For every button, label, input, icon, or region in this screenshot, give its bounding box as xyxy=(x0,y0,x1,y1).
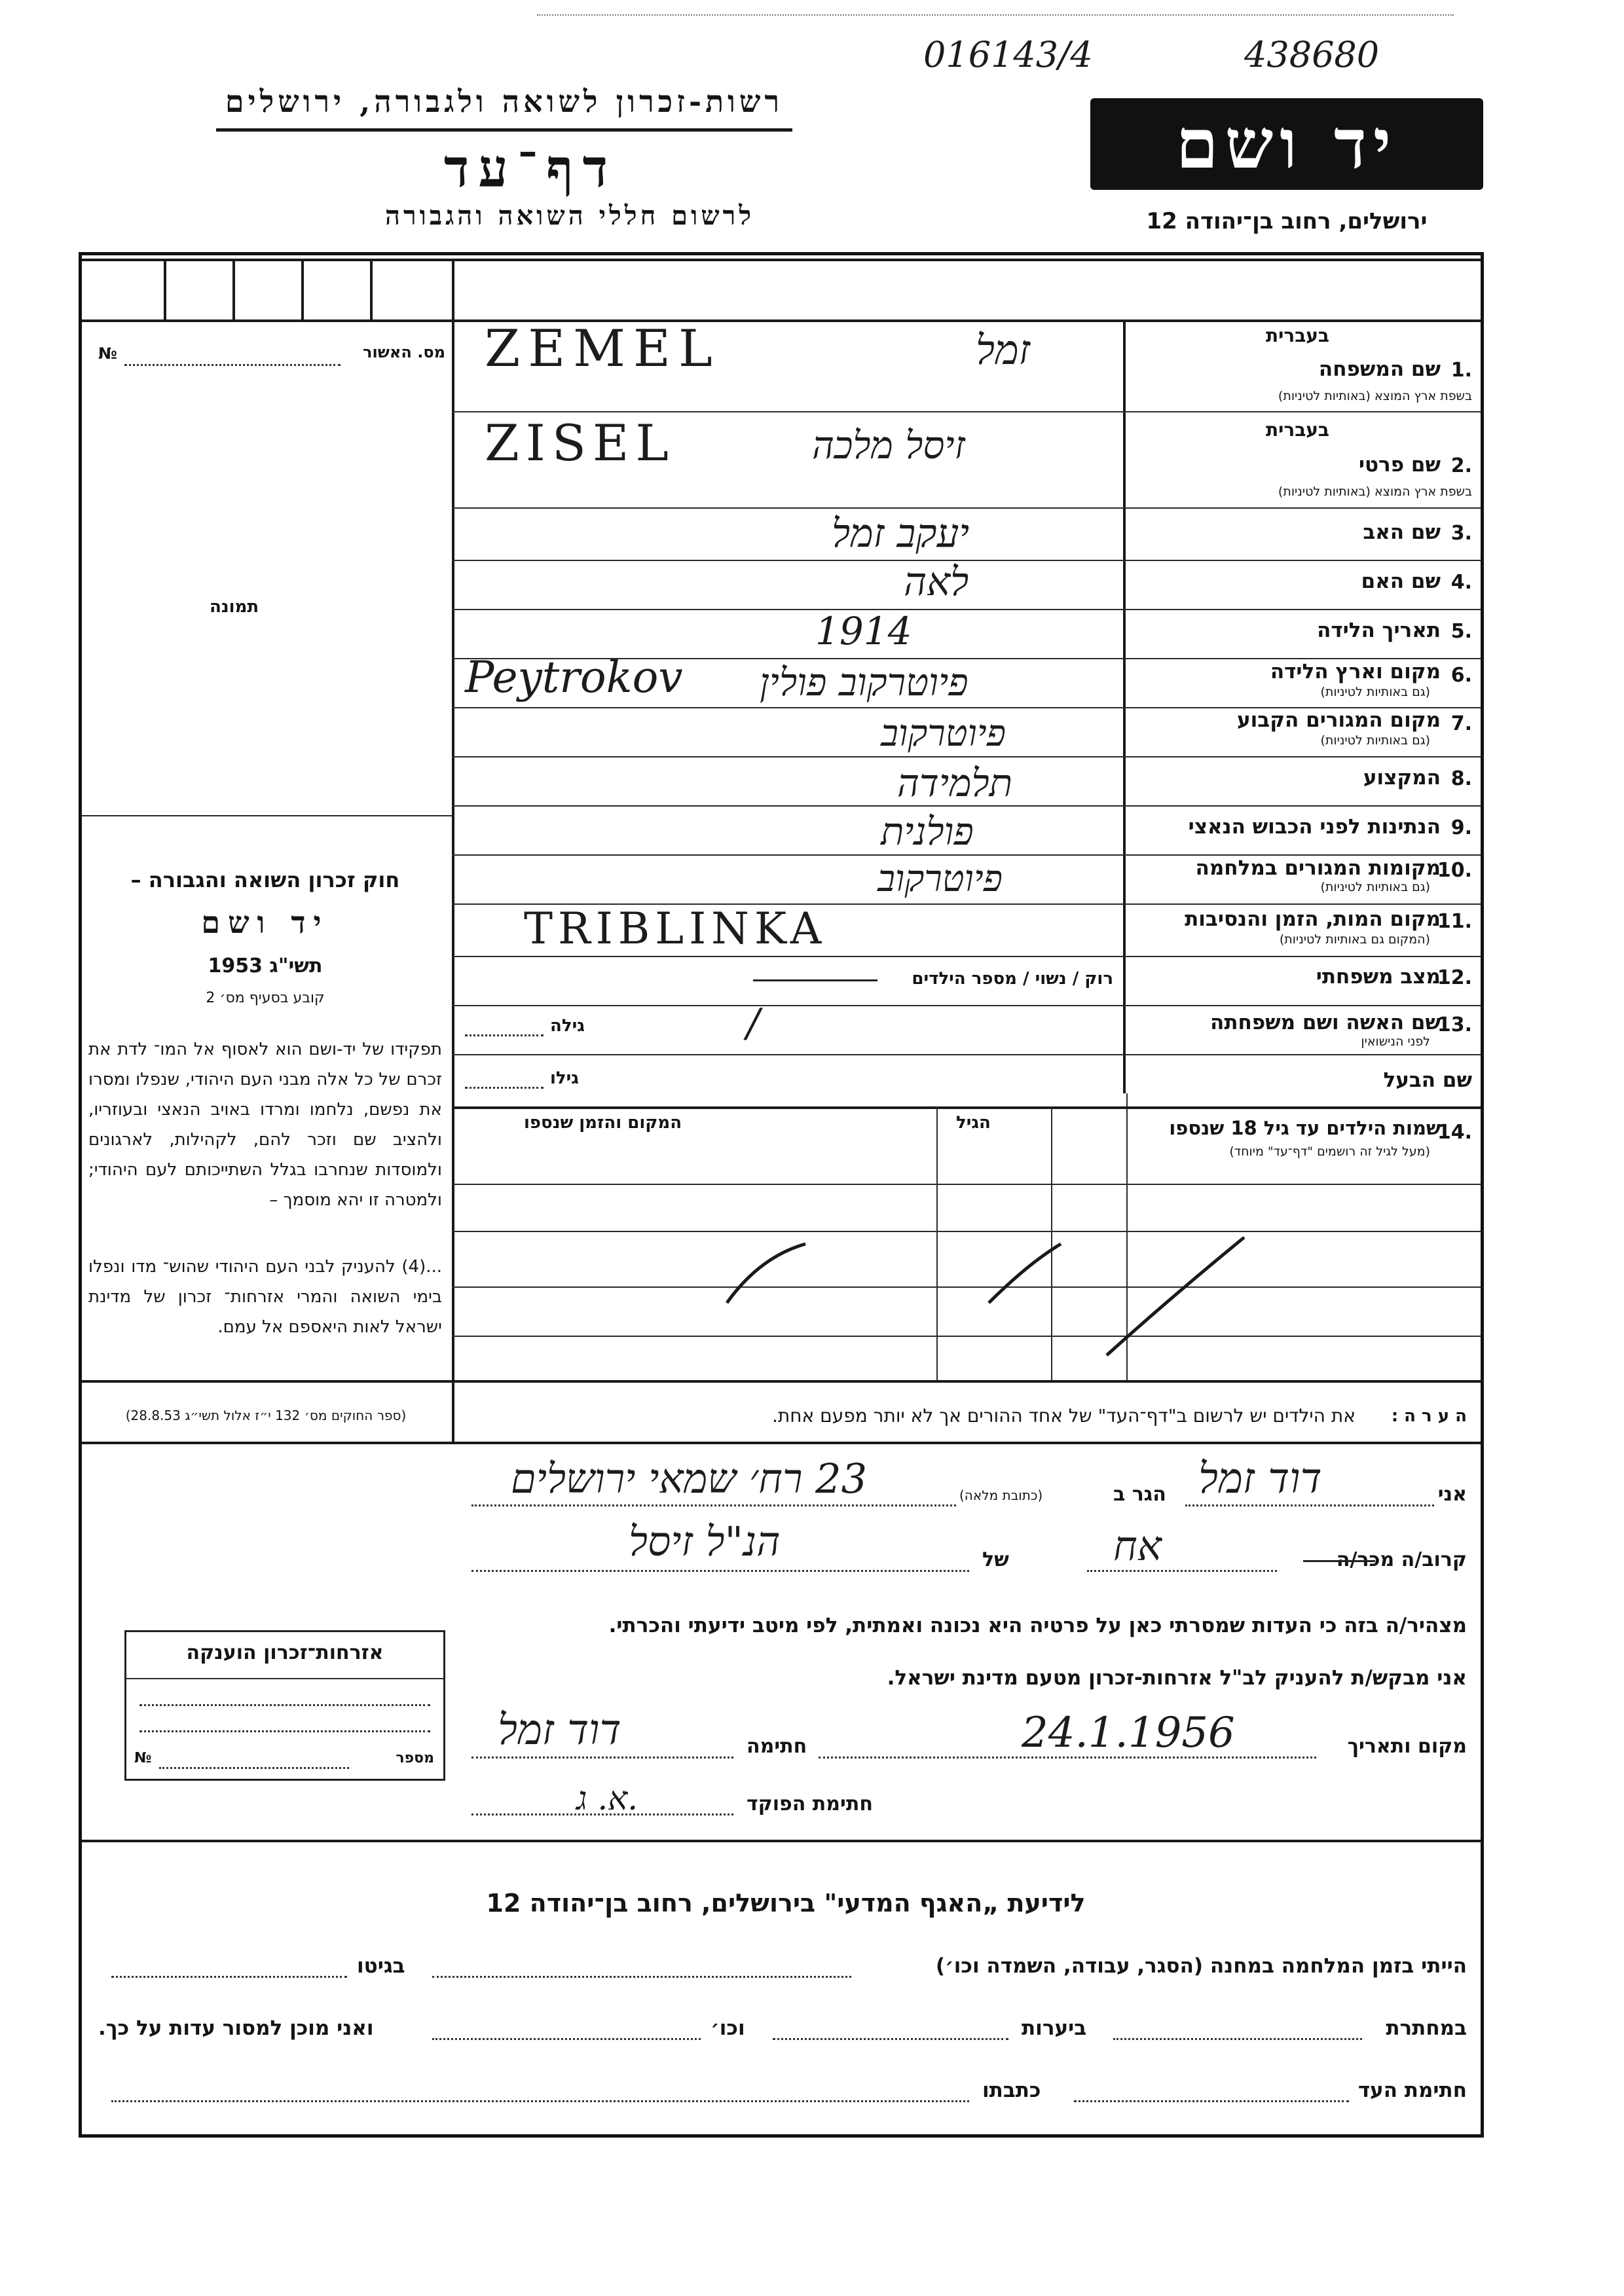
row14-col-age: הגיל xyxy=(956,1113,991,1133)
row-rule xyxy=(452,805,1481,807)
decl-i-value[interactable]: דוד זמל xyxy=(1198,1455,1322,1503)
decl-relative-label: קרוב/ה מכר/ה xyxy=(1336,1548,1467,1571)
row13-wife-age-label: גילה xyxy=(550,1016,585,1036)
row-rule-13 xyxy=(452,1106,1481,1109)
citizenship-no-line[interactable] xyxy=(159,1767,349,1769)
bottom-etc-label: וכו׳ xyxy=(710,2016,745,2040)
top-cell-div xyxy=(164,261,166,321)
row-rule xyxy=(452,1054,1481,1055)
row14-col-place: המקום והזמן שנספו xyxy=(524,1113,682,1133)
logo-text: יד ושם xyxy=(1175,103,1398,184)
top-cell-div xyxy=(370,261,373,321)
row1-note: בשפת ארץ המוצא (באותיות לטיניות) xyxy=(1278,389,1472,403)
decl-address-value[interactable]: 23 רח׳ שמאי ירושלים xyxy=(511,1455,868,1503)
row6-birthplace-hebrew[interactable]: פיוטרקוב פולין xyxy=(760,660,969,704)
archive-record-number: 438680 xyxy=(1244,34,1380,75)
approval-row xyxy=(92,340,445,373)
decl-inspector-value[interactable]: א. ג. xyxy=(576,1779,638,1817)
authority-name: רשות-זכרון לשואה ולגבורה, ירושלים xyxy=(225,84,784,119)
row5-label: תאריך הלידה xyxy=(1317,619,1441,642)
approval-label: מס. האשור xyxy=(363,343,445,361)
row1-surname-hebrew[interactable]: זמל xyxy=(976,326,1031,374)
yad-vashem-logo xyxy=(1090,98,1483,190)
law-year: תשי"ג 1953 xyxy=(208,955,323,977)
row14-number: 14. xyxy=(1437,1121,1472,1144)
decl-signature-line xyxy=(471,1757,733,1758)
row2-given-name-latin[interactable]: ZISEL xyxy=(485,414,675,472)
decl-address-note: (כתובת מלאה) xyxy=(959,1487,1043,1503)
row6-note: (גם באותיות לטיניות) xyxy=(1320,685,1430,699)
row12-number: 12. xyxy=(1437,966,1472,989)
row8-number: 8. xyxy=(1450,767,1472,790)
form-title: דף־עד xyxy=(443,137,618,199)
row14-cancel-strokes xyxy=(452,1185,1481,1381)
bottom-underground-line[interactable] xyxy=(1113,2038,1362,2040)
citizenship-no-sign: № xyxy=(134,1750,152,1766)
row13-label: שם האשה ושם משפחתה xyxy=(1210,1011,1441,1034)
row7-permanent-residence[interactable]: פיוטרקוב xyxy=(881,712,1006,755)
row14-note: (מעל לגיל זה רושמים "דף־עד" מיוחד) xyxy=(1229,1144,1430,1159)
row3-number: 3. xyxy=(1450,522,1472,545)
row4-number: 4. xyxy=(1450,571,1472,594)
remark-divider xyxy=(452,1380,454,1442)
law-name: יד ושם xyxy=(201,905,329,940)
row10-note: (גם באותיות לטיניות) xyxy=(1320,880,1430,894)
row1-label: שם המשפחה xyxy=(1318,357,1441,381)
law-title: חוק זכרון השואה והגבורה – xyxy=(130,867,400,892)
top-cell-div xyxy=(232,261,235,321)
bottom-address-line[interactable] xyxy=(111,2100,969,2102)
top-cells-bottom xyxy=(82,319,452,322)
decl-i-line xyxy=(1185,1504,1434,1506)
decl-place-date-value[interactable]: 24.1.1956 xyxy=(1022,1709,1235,1757)
citizenship-box-title-rule xyxy=(126,1678,443,1679)
row1-surname-latin[interactable]: ZEMEL xyxy=(485,319,720,378)
decl-of-label: של xyxy=(982,1548,1009,1571)
law-text-citizenship: ...(4) להעניק לבני העם היהודי שהוש־ מדו ונפלו בימי השואה והמרי אזרחות־ זכרון של מדינת ישראל לאות היאספם אל עמם. xyxy=(88,1257,442,1337)
decl-place-date-label: מקום ותאריך xyxy=(1347,1735,1467,1758)
row11-note: (המקום גם באותיות לטיניות) xyxy=(1279,932,1430,947)
row-rule xyxy=(452,956,1481,957)
row13-number: 13. xyxy=(1437,1013,1472,1036)
bottom-forests-label: ביערות xyxy=(1022,2016,1087,2040)
row9-number: 9. xyxy=(1450,816,1472,839)
row11-death-place[interactable]: TRIBLINKA xyxy=(524,903,827,954)
row7-note: (גם באותיות לטיניות) xyxy=(1320,733,1430,748)
header-address: ירושלים, רחוב בן־יהודה 12 xyxy=(1146,208,1428,234)
decl-of-line xyxy=(471,1570,969,1572)
cancel-stroke xyxy=(989,1244,1061,1303)
bottom-section-rule xyxy=(82,1840,1481,1842)
top-cell-div xyxy=(301,261,304,321)
row8-occupation[interactable]: תלמידה xyxy=(897,761,1013,805)
row12-label: מצב משפחתי xyxy=(1316,965,1441,989)
decl-signature-label: חתימה xyxy=(747,1735,807,1758)
remark-label: ה ע ר ה : xyxy=(1391,1406,1467,1426)
row8-label: המקצוע xyxy=(1363,766,1441,790)
bottom-ghetto-line[interactable] xyxy=(111,1976,347,1978)
row13-wife-mark: / xyxy=(747,1000,760,1046)
row10-number: 10. xyxy=(1437,859,1472,882)
row11-number: 11. xyxy=(1437,910,1472,933)
row10-label: מקומות המגורים במלחמה xyxy=(1195,856,1441,880)
approval-number-sign: № xyxy=(98,344,117,363)
decl-resident-label: הגר ב xyxy=(1113,1483,1166,1506)
row1-number: 1. xyxy=(1450,359,1472,382)
photo-label: תמונה xyxy=(210,597,259,617)
row-rule xyxy=(452,1005,1481,1006)
husband-label: שם הבעל xyxy=(1383,1068,1472,1092)
decl-request: אני מבקש/ת להעניק לב"ל אזרחות-זכרון מטעם מדינת ישראל. xyxy=(887,1666,1467,1690)
row2-in-hebrew: בעברית xyxy=(1265,419,1329,441)
row9-nationality[interactable]: פולנית xyxy=(881,809,974,854)
row2-given-name-hebrew[interactable]: זיסל מלכה xyxy=(812,423,965,467)
decl-relative-strike xyxy=(1303,1560,1375,1562)
row2-label: שם פרטי xyxy=(1358,453,1441,477)
row4-mother-name[interactable]: לאה xyxy=(904,559,969,605)
row13-note: לפני הנישואין xyxy=(1361,1034,1430,1049)
photo-area-bottom xyxy=(82,815,452,816)
decl-i-label: אני xyxy=(1437,1483,1467,1506)
row9-label: הנתינות לפני הכבוש הנאצי xyxy=(1188,815,1441,839)
bottom-camp-label: הייתי בזמן המלחמה במחנה (הסגר, עבודה, השמדה וכו׳) xyxy=(935,1954,1467,1978)
row2-note: בשפת ארץ המוצא (באותיות לטיניות) xyxy=(1278,484,1472,499)
citizenship-box-title: אזרחות־זכרון הוענקה xyxy=(186,1641,384,1664)
row-rule xyxy=(452,756,1481,757)
bottom-address-label: כתבתו xyxy=(982,2079,1041,2102)
bottom-ghetto-label: בגיטו xyxy=(357,1954,405,1978)
row3-label: שם האב xyxy=(1363,520,1441,544)
side-panel-bottom xyxy=(82,1380,452,1383)
bottom-forests-line[interactable] xyxy=(773,2038,1008,2040)
row11-label: מקום המות, הזמן והנסיבות xyxy=(1185,907,1441,931)
law-section: קובע בסעיף מס׳ 2 xyxy=(206,990,325,1006)
row5-birth-date[interactable]: 1914 xyxy=(815,609,912,653)
row1-in-hebrew: בעברית xyxy=(1265,325,1329,346)
archive-file-number: 016143/4 xyxy=(923,34,1093,75)
husband-age-line[interactable] xyxy=(465,1087,544,1089)
husband-age-label: גילו xyxy=(550,1068,579,1088)
bottom-witness-line[interactable] xyxy=(1074,2100,1349,2102)
row-rule xyxy=(452,854,1481,856)
row4-label: שם האם xyxy=(1361,570,1441,593)
form-subtitle: לרשום חללי השואה והגבורה xyxy=(384,200,755,231)
decl-relative-value[interactable]: אח xyxy=(1113,1522,1162,1570)
row6-birthplace-latin[interactable]: Peytrokov xyxy=(465,652,683,702)
row2-number: 2. xyxy=(1450,454,1472,477)
bottom-etc-line[interactable] xyxy=(432,2038,701,2040)
law-text-purpose: תפקידו של יד-ושם הוא לאסוף אל המו־ לדת את זכרם של כל אלה מבני העם היהודי, שנפלו ומסרו את נפשם, נלחמו ומרדו באויב הנאצי ובעוזריו, ולהציב שם וזכר להם, לקהילות, לארגונים ולמוסדות שנחרבו בגלל השתייכותם לעם היהודי; ולמטרה זו יהא מוסמך – xyxy=(88,1040,442,1210)
law-reference: (ספר החוקים מס׳ 132 י״ז אלול תשי״ג 28.8.53) xyxy=(125,1408,407,1423)
authority-underline xyxy=(216,128,792,132)
bottom-witness-label: חתימת העד xyxy=(1357,2079,1467,2102)
decl-statement: מצהיר/ה בזה כי העדות שמסרתי כאן על פרטיה היא נכונה ואמתית, לפי מיטב ידיעתי והכרתי. xyxy=(608,1614,1467,1637)
row12-strike xyxy=(753,979,877,981)
remark-bottom-rule xyxy=(82,1442,1481,1444)
row-rule xyxy=(452,507,1481,509)
row12-marital-options[interactable]: רוק / נשוי / מספר הילדים xyxy=(912,969,1113,989)
row3-father-name[interactable]: יעקב זמל xyxy=(832,511,970,556)
bottom-underground-label: במחתרת xyxy=(1386,2016,1467,2040)
bottom-camp-line[interactable] xyxy=(432,1976,851,1978)
row7-label: מקום המגורים הקבוע xyxy=(1237,708,1441,732)
citizenship-box xyxy=(124,1630,445,1781)
citizenship-box-line[interactable] xyxy=(139,1730,430,1732)
remark-top-rule xyxy=(452,1380,1481,1383)
row14-label: שמות הילדים עד גיל 18 שנספו xyxy=(1169,1117,1441,1139)
row6-number: 6. xyxy=(1450,664,1472,687)
citizenship-no-label: מספר xyxy=(396,1750,434,1766)
approval-number-line[interactable] xyxy=(124,364,341,366)
row13-wife-age-line[interactable] xyxy=(465,1034,544,1036)
remark-text: את הילדים יש לרשום ב"דף־העד" של אחד ההורים אך לא יותר מפעם אחת. xyxy=(771,1405,1356,1427)
row7-number: 7. xyxy=(1450,712,1472,735)
row-rule xyxy=(452,609,1481,610)
decl-signature-value[interactable]: דוד זמל xyxy=(498,1706,621,1755)
cancel-stroke xyxy=(727,1244,805,1303)
decl-address-line xyxy=(471,1504,956,1506)
header-top-rule xyxy=(537,14,1454,16)
bottom-testimony-label: ואני מוכן למסור עדות על כך. xyxy=(98,2016,374,2040)
row6-label: מקום וארץ הלידה xyxy=(1270,660,1441,683)
cancel-stroke xyxy=(1107,1237,1244,1355)
frame-inner-top-rule xyxy=(82,259,1481,261)
decl-of-value[interactable]: הנ"ל זיסל xyxy=(629,1518,781,1565)
decl-inspector-label: חתימת הפוקד xyxy=(747,1793,873,1815)
citizenship-box-line[interactable] xyxy=(139,1704,430,1706)
bottom-title: לידיעת „האגף המדעי" בירושלים, רחוב בן־יהודה 12 xyxy=(486,1889,1086,1918)
row-rule xyxy=(452,411,1481,412)
row10-wartime-residence[interactable]: פיוטרקוב xyxy=(877,858,1003,900)
row5-number: 5. xyxy=(1450,620,1472,643)
